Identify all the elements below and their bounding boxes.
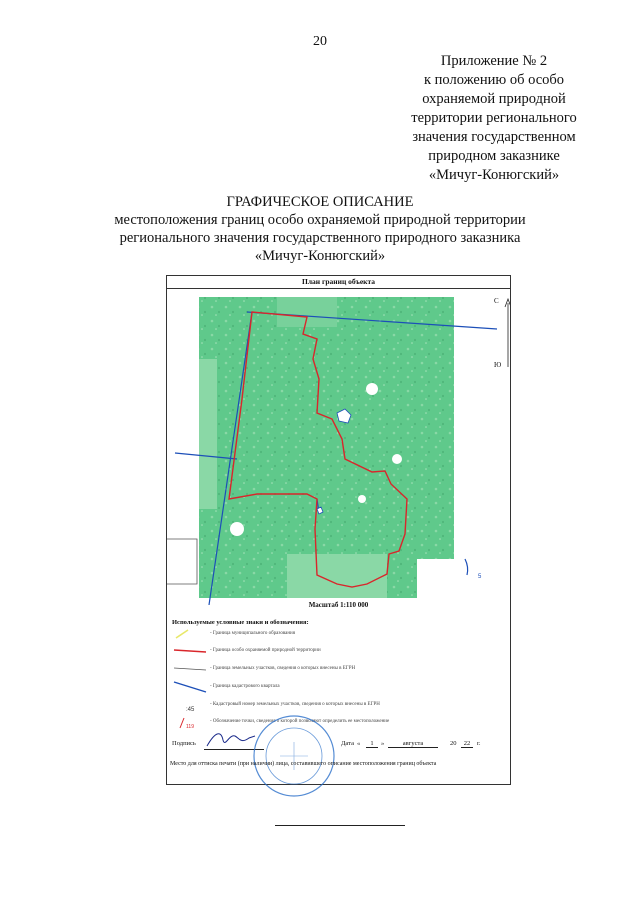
legend-item: - Граница кадастрового квартала — [210, 684, 280, 689]
appendix-line: «Мичуг-Конюгский» — [428, 167, 560, 183]
point-number-symbol: 119 — [186, 724, 194, 730]
point-marker-symbol — [180, 718, 184, 728]
north-arrow — [505, 299, 510, 367]
parcel-boundary-symbol — [174, 668, 206, 670]
parcel-outline — [167, 539, 197, 584]
cadastral-boundary-symbol — [174, 682, 206, 692]
date-year-prefix: 20 — [450, 740, 457, 747]
parcel-number-symbol: :45 — [186, 707, 195, 713]
point-label: 5 — [478, 574, 482, 580]
footer-rule — [275, 825, 405, 826]
legend-item: - Граница особо охраняемой природной территории — [210, 648, 321, 653]
south-label: Ю — [494, 361, 502, 369]
legend-item: - Кадастровый номер земельных участков, сведения о которых внесены в ЕГРН — [210, 702, 380, 707]
heading-title: ГРАФИЧЕСКОЕ ОПИСАНИЕ — [226, 194, 414, 210]
boundary-map — [167, 289, 510, 605]
appendix-line: охраняемой природной — [422, 91, 566, 107]
heading-line: регионального значения государственного природного заказника — [119, 230, 521, 246]
stamp-note: Место для оттиска печати (при наличии) лица, составившего описание местоположения границ объекта — [170, 761, 437, 767]
plan-title: План границ объекта — [167, 276, 510, 289]
legend-item: - Граница муниципального образования — [210, 631, 296, 636]
appendix-line: Приложение № 2 — [440, 53, 548, 69]
legend-title: Используемые условные знаки и обозначения: — [172, 619, 309, 626]
signature-label: Подпись — [172, 740, 196, 747]
legend-symbols — [172, 624, 208, 734]
map-scale: Масштаб 1:110 000 — [308, 601, 369, 609]
date-quote-close: » — [381, 740, 385, 747]
appendix-header — [396, 52, 592, 185]
legend-item: - Обозначение точки, сведения о которой позволяют определить ее местоположение — [210, 719, 390, 724]
date-year: 22 — [461, 740, 473, 748]
official-seal — [250, 712, 338, 800]
date-month: августа — [388, 740, 438, 748]
forest-area — [199, 297, 454, 598]
heading-line: «Мичуг-Конюгский» — [254, 248, 386, 264]
appendix-line: к положению об особо — [423, 72, 565, 88]
appendix-line: территории регионального — [411, 110, 577, 126]
date-day: 1 — [366, 740, 378, 748]
heading-line: местоположения границ особо охраняемой природной территории — [114, 212, 526, 228]
municipal-boundary-symbol — [176, 630, 188, 638]
date-quote-open: « — [357, 740, 361, 747]
date-year-suffix: г. — [477, 740, 481, 747]
page-number: 20 — [313, 34, 327, 49]
appendix-line: значения государственном — [412, 129, 576, 145]
date-label: Дата — [341, 740, 354, 747]
document-heading — [60, 193, 580, 265]
appendix-line: природном заказнике — [428, 148, 560, 164]
north-label: С — [494, 297, 499, 305]
reserve-boundary-symbol — [174, 650, 206, 652]
legend-item: - Граница земельных участков, сведения о которых внесены в ЕГРН — [210, 666, 356, 671]
